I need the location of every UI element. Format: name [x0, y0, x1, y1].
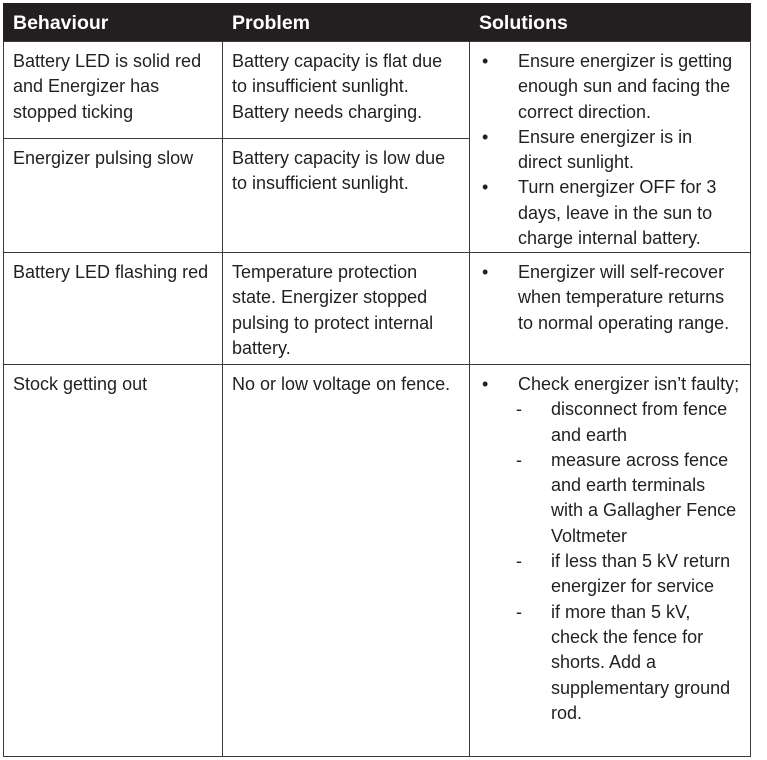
header-behaviour: Behaviour: [13, 12, 109, 34]
dash-icon: -: [516, 449, 522, 470]
solution-subitem: - if more than 5 kV, check the fence for shorts. Add a supplementary ground rod.: [516, 601, 731, 723]
row1-problem: Battery capacity is flat due to insufficient sunlight. Battery needs charging.: [222, 41, 470, 139]
table-header: [3, 3, 751, 41]
bullet-icon: •: [482, 262, 489, 282]
row2-behaviour: Energizer pulsing slow: [3, 138, 223, 253]
bullet-icon: •: [482, 51, 489, 71]
header-solutions: Solutions: [479, 12, 568, 34]
solutions-group2: [469, 252, 751, 365]
solution-subitem: - measure across fence and earth terminals with a Gallagher Fence Voltmeter: [516, 449, 737, 546]
troubleshooting-table: [3, 3, 751, 757]
solution-item: • Energizer will self-recover when temperature returns to normal operating range.: [482, 262, 730, 333]
solution-subitem: - if less than 5 kV return energizer for service: [516, 551, 731, 597]
solutions-group3: [469, 364, 751, 757]
row2-problem: Battery capacity is low due to insufficient sunlight.: [222, 138, 470, 253]
solution-item: • Ensure energizer is getting enough sun and facing the correct direction.: [482, 51, 733, 122]
bullet-icon: •: [482, 126, 489, 147]
dash-icon: -: [516, 551, 522, 572]
row1-behaviour: Battery LED is solid red and Energizer has stopped ticking: [3, 41, 223, 139]
row3-problem: Temperature protection state. Energizer stopped pulsing to protect internal battery.: [222, 252, 470, 365]
row3-behaviour: Battery LED flashing red: [3, 252, 223, 365]
solution-item: • Turn energizer OFF for 3 days, leave in the sun to charge internal battery.: [482, 177, 717, 249]
bullet-icon: •: [482, 177, 489, 198]
solution-item: • Check energizer isn’t faulty;: [479, 372, 741, 397]
row4-problem: No or low voltage on fence.: [222, 364, 470, 757]
solution-item: • Ensure energizer is in direct sunlight.: [482, 126, 693, 173]
solutions-group1: [469, 41, 751, 253]
row4-behaviour: Stock getting out: [3, 364, 223, 757]
dash-icon: -: [516, 601, 522, 622]
dash-icon: -: [516, 399, 522, 420]
header-problem: Problem: [232, 12, 311, 34]
solution-subitem: - disconnect from fence and earth: [516, 399, 728, 445]
bullet-icon: •: [482, 374, 489, 394]
